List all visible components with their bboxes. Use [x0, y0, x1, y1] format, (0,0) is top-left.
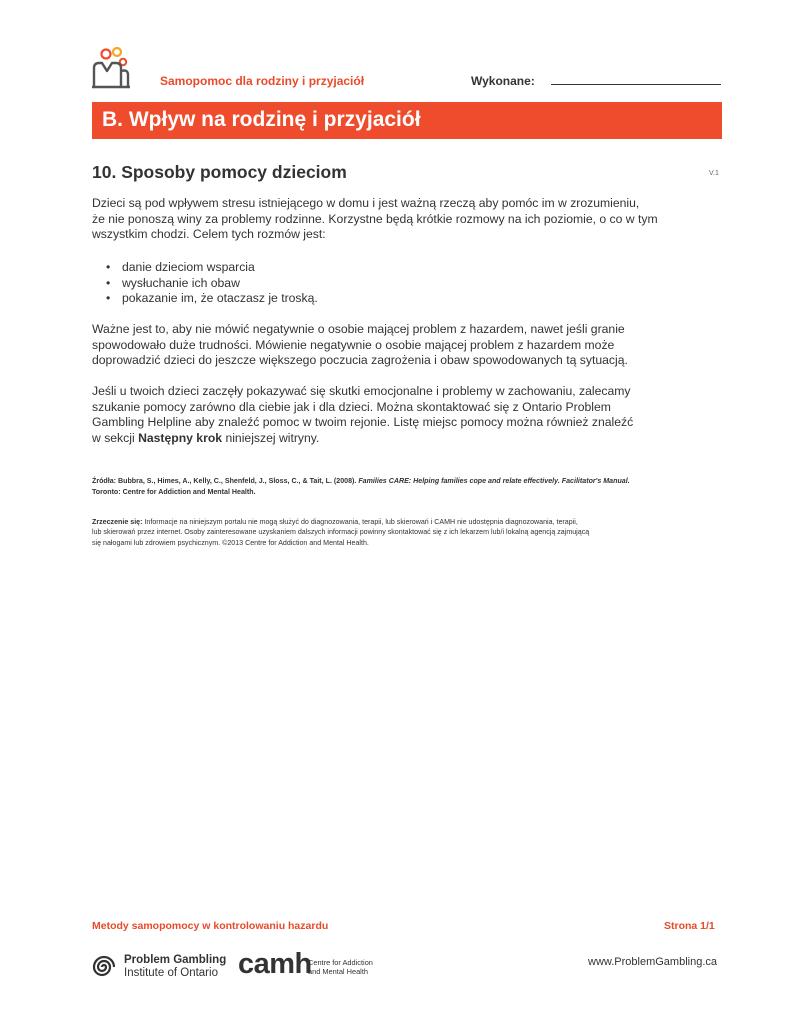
completed-label: Wykonane:	[471, 74, 535, 88]
paragraph-line: że nie ponoszą winy za problemy rodzinne. Korzystne będą krótkie rozmowy na ich poziomie, o co w tym	[92, 211, 658, 226]
paragraph-line	[92, 431, 702, 447]
list-item-text: wysłuchanie ich obaw	[122, 275, 240, 290]
paragraph-line: Ważne jest to, aby nie mówić negatywnie o osobie mającej problem z hazardem, nawet jeśli granie	[92, 322, 625, 336]
citation-title: Families CARE: Helping families cope and relate effectively. Facilitator's Manual.	[358, 477, 630, 485]
paragraph-line: szukanie pomocy zarówno dla ciebie jak i dla dzieci. Można skontaktować się z Ontario Problem	[92, 399, 611, 414]
bullet-icon: •	[106, 291, 111, 306]
header-title: Samopomoc dla rodziny i przyjaciół	[160, 74, 365, 88]
page-number: Strona 1/1	[664, 920, 715, 932]
paragraph-line: spowodowało duże trudności. Mówienie negatywnie o osobie mającej problem z hazardem może	[92, 337, 615, 352]
completed-signature-line[interactable]	[551, 84, 721, 85]
disclaimer-text: Informacje na niniejszym portalu nie mogą służyć do diagnozowania, terapii, lub skierowań i CAMH nie udostępnia diagnozowania, terapii,	[142, 518, 578, 526]
list-item	[106, 291, 318, 307]
list-item-text: danie dzieciom wsparcia	[122, 260, 255, 274]
camh-logo: camh	[238, 948, 312, 980]
pgio-name-line1: Problem Gambling	[124, 954, 227, 966]
camh-subtitle-line2: and Mental Health	[308, 967, 368, 976]
website-link[interactable]: www.ProblemGambling.ca	[588, 956, 717, 968]
page-title: 10. Sposoby pomocy dzieciom	[92, 162, 347, 182]
list-item-text: pokazanie im, że otaczasz je troską.	[122, 291, 318, 306]
list-item	[106, 276, 318, 292]
family-logo-icon	[90, 46, 132, 90]
citation-authors: Źródła: Bubbra, S., Himes, A., Kelly, C., Shenfeld, J., Sloss, C., & Tait, L. (2008).	[92, 477, 359, 485]
negative-talk-paragraph	[92, 322, 702, 369]
paragraph-line: doprowadzić dzieci do jeszcze większego poczucia zagrożenia i obaw spowodowanych tą sytuacją.	[92, 353, 628, 368]
disclaimer-label: Zrzeczenie się:	[92, 518, 143, 526]
paragraph-line: Dzieci są pod wpływem stresu istniejącego w domu i jest ważną rzeczą aby pomóc im w zrozumieniu,	[92, 196, 640, 210]
goals-list	[106, 260, 318, 307]
disclaimer-text: lub skierowań przez internet. Osoby zainteresowane uzyskaniem dalszych informacji powinny skontaktować się z ich lekarzem lub/i lokalną agencją zajmującą	[92, 528, 590, 537]
section-banner	[92, 102, 722, 139]
camh-subtitle	[308, 958, 373, 976]
banner-title: B. Wpływ na rodzinę i przyjaciół	[102, 108, 421, 131]
seek-help-paragraph	[92, 384, 702, 446]
disclaimer-text: się nałogami lub zdrowiem psychicznym. ©2013 Centre for Addiction and Mental Health.	[92, 538, 369, 547]
spiral-logo-icon	[90, 953, 118, 981]
sources-citation	[92, 476, 712, 497]
disclaimer	[92, 517, 692, 548]
paragraph-line: wszystkim chodzi. Celem tych rozmów jest:	[92, 227, 326, 242]
paragraph-text: w sekcji	[92, 430, 139, 445]
citation-publisher: Toronto: Centre for Addiction and Mental Health.	[92, 487, 256, 496]
pgio-logo-text	[124, 954, 226, 980]
bullet-icon: •	[106, 260, 111, 274]
bullet-icon: •	[106, 275, 111, 290]
footer-guide-title: Metody samopomocy w kontrolowaniu hazardu	[92, 920, 329, 932]
paragraph-text: niniejszej witryny.	[222, 430, 320, 445]
paragraph-line: Gambling Helpline aby znaleźć pomoc w twoim rejonie. Listę miejsc pomocy można również znaleźć	[92, 415, 634, 430]
version-label: V.1	[709, 170, 719, 177]
next-step-link[interactable]: Następny krok	[138, 430, 223, 445]
pgio-name-line2: Institute of Ontario	[124, 967, 218, 979]
camh-subtitle-line1: Centre for Addiction	[308, 958, 373, 967]
list-item	[106, 260, 318, 276]
intro-paragraph	[92, 196, 702, 243]
paragraph-line: Jeśli u twoich dzieci zaczęły pokazywać się skutki emocjonalne i problemy w zachowaniu, zalecamy	[92, 384, 631, 398]
